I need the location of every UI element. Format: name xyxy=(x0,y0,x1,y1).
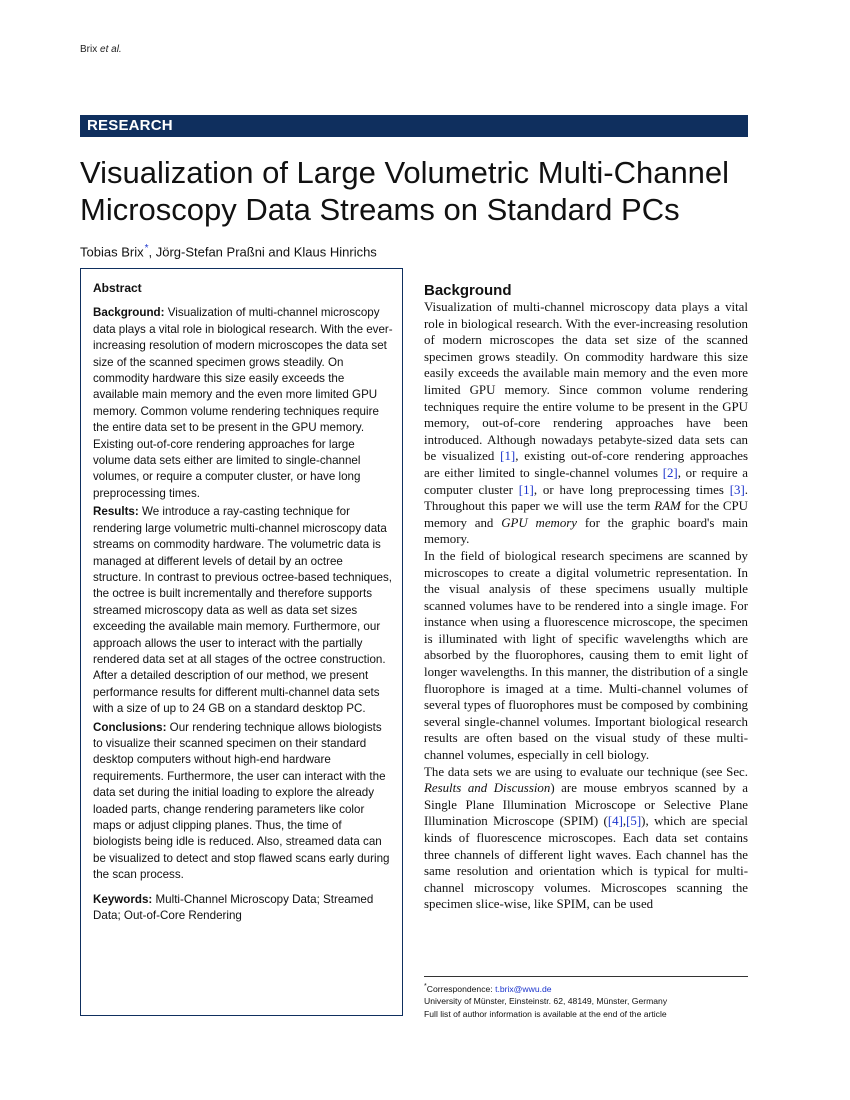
correspondence-label: Correspondence: xyxy=(426,983,496,994)
background-body xyxy=(424,299,748,913)
abstract-keywords-text: Multi-Channel Microscopy Data; Streamed Data; Out-of-Core Rendering xyxy=(93,892,374,923)
citation-link[interactable]: [5] xyxy=(626,814,642,829)
author-list xyxy=(80,243,377,259)
text-span: . Throughout this paper we will use the term xyxy=(424,482,748,514)
abstract-keywords xyxy=(93,892,393,925)
citation-link[interactable]: [1] xyxy=(500,449,516,464)
text-span: ), which are special kinds of fluorescence microscopes. Each data set contains three channels of different light waves. Each channel has the same resolution and orientation which is typical for multi-channel microscopy volumes. Microscopes scanning the specimen slice-wise, like SPIM, can be used xyxy=(424,814,748,912)
footnote-affiliation: University of Münster, Einsteinstr. 62, 48149, Münster, Germany xyxy=(424,996,668,1007)
citation-link[interactable]: [3] xyxy=(729,482,745,497)
other-authors: , Jörg-Stefan Praßni and Klaus Hinrichs xyxy=(148,244,377,260)
correspondence-email-link[interactable]: t.brix@wwu.de xyxy=(495,983,552,994)
text-span: , or require a computer cluster xyxy=(424,465,749,497)
term-gpu-memory: GPU memory xyxy=(501,515,578,530)
footnote xyxy=(424,981,754,1020)
term-ram: RAM xyxy=(654,499,681,514)
text-span: , xyxy=(622,814,627,829)
text-span: Visualization of multi-channel microscopy data plays a vital role in biological research. With the ever-increasing resolution of modern microscopes the data set size of the scanned specimen grows steadily. On commodity hardware this size easily exceeds the available main memory and the even more limited GPU memory. Since common volume rendering techniques require the entire volume to be present in the GPU memory, out-of-core rendering approaches have been introduced. Although nowadays petabyte-sized data sets can be visualized xyxy=(424,300,748,464)
text-span: , existing out-of-core rendering approaches are either limited to single-channel volumes xyxy=(424,449,749,480)
running-head-etal: et al. xyxy=(100,44,122,55)
text-span: for the CPU memory and xyxy=(424,499,748,530)
text-span: , or have long preprocessing times xyxy=(533,482,730,497)
abstract-results xyxy=(93,504,393,717)
abstract-content xyxy=(93,280,393,926)
abstract-background-text: Visualization of multi-channel microscopy data plays a vital role in biological research. With the ever-increasing resolution of modern microscopes the data set size of the scanned specimen grows steadily. On commodity hardware this size easily exceeds the available main memory and the even more limited GPU memory. Common volume rendering techniques require the entire data set to be present in the GPU memory. Existing out-of-core rendering approaches for large volume data sets either are limited to single-channel volumes, or require a computer cluster, or have long preprocessing times. xyxy=(93,306,393,500)
abstract-results-label: Results: xyxy=(93,505,139,519)
citation-link[interactable]: [2] xyxy=(662,465,678,480)
footnote-full-list: Full list of author information is available at the end of the article xyxy=(424,1008,667,1019)
section-banner xyxy=(80,115,748,137)
running-head-author: Brix xyxy=(80,44,98,55)
citation-link[interactable]: [4] xyxy=(607,814,623,829)
background-paragraph-1 xyxy=(424,299,748,548)
abstract-conclusions-label: Conclusions: xyxy=(93,720,167,734)
abstract-heading: Abstract xyxy=(93,281,142,295)
paper-title: Visualization of Large Volumetric Multi-Channel Microscopy Data Streams on Standard PCs xyxy=(80,155,730,227)
first-author: Tobias Brix xyxy=(80,244,144,260)
footnote-correspondence xyxy=(424,981,754,995)
text-span: ) are mouse embryos scanned by a Single Plane Illumination Microscope or Selective Plane Illumination Microscope (SPIM) ( xyxy=(424,781,748,829)
background-paragraph-2: In the field of biological research specimens are scanned by microscopes to create a digital volumetric representation. In the visual analysis of these specimens usually multiple scanned volumes have to be rendered into a single image. For instance when using a fluorescence microscope, the specimen is illuminated with light of specific wavelengths which are absorbed by the fluorophores, causing them to emit light of longer wavelengths. In this manner, the distribution of a single fluorophore is imaged at a time. Multi-channel volumes of several types of fluorophores must be composed by combining several single-channel volumes. Important biological research results are often based on the visual study of these multi-channel volumes, especially in cell biology. xyxy=(424,548,748,763)
section-reference: Results and Discussion xyxy=(424,781,551,796)
corresponding-author-marker[interactable]: * xyxy=(144,243,149,254)
background-heading: Background xyxy=(424,282,512,299)
background-paragraph-3 xyxy=(424,764,748,913)
section-banner-label: RESEARCH xyxy=(87,117,173,134)
abstract-box xyxy=(80,268,403,1016)
running-head xyxy=(80,44,122,55)
abstract-results-text: We introduce a ray-casting technique for rendering large volumetric multi-channel microscopy data streams on commodity hardware. The volumetric data is managed at different levels of detail by an octree structure. In contrast to previous octree-based techniques, the octree is built incrementally and therefore supports streamed microscopy data as well as data set sizes exceeding the available main memory. Furthermore, our approach allows the user to interact with the partially rendered data set at all stages of the octree construction. After a detailed description of our method, we present performance results for different multi-channel data sets with a size of up to 24 GB on a standard desktop PC. xyxy=(93,505,393,716)
citation-link[interactable]: [1] xyxy=(518,482,534,497)
text-span: for the graphic board's main memory. xyxy=(424,515,748,547)
abstract-background xyxy=(93,305,393,502)
abstract-background-label: Background: xyxy=(93,306,165,320)
footnote-marker: * xyxy=(424,983,427,990)
abstract-conclusions-text: Our rendering technique allows biologists to visualize their scanned specimen on their standard desktop computers without high-end hardware requirements. Furthermore, the user can interact with the data set during the initial loading to explore the already loaded parts, change rendering parameters like color maps or adjust clipping planes. Thus, the time of biologists being idle is reduced. Also, streamed data can be visualized to detect and stop flawed scans early during the scan process. xyxy=(93,720,390,882)
abstract-conclusions xyxy=(93,720,393,884)
abstract-keywords-label: Keywords: xyxy=(93,892,153,906)
text-span: The data sets we are using to evaluate our technique (see Sec. xyxy=(424,764,748,779)
footnote-divider xyxy=(424,976,748,977)
